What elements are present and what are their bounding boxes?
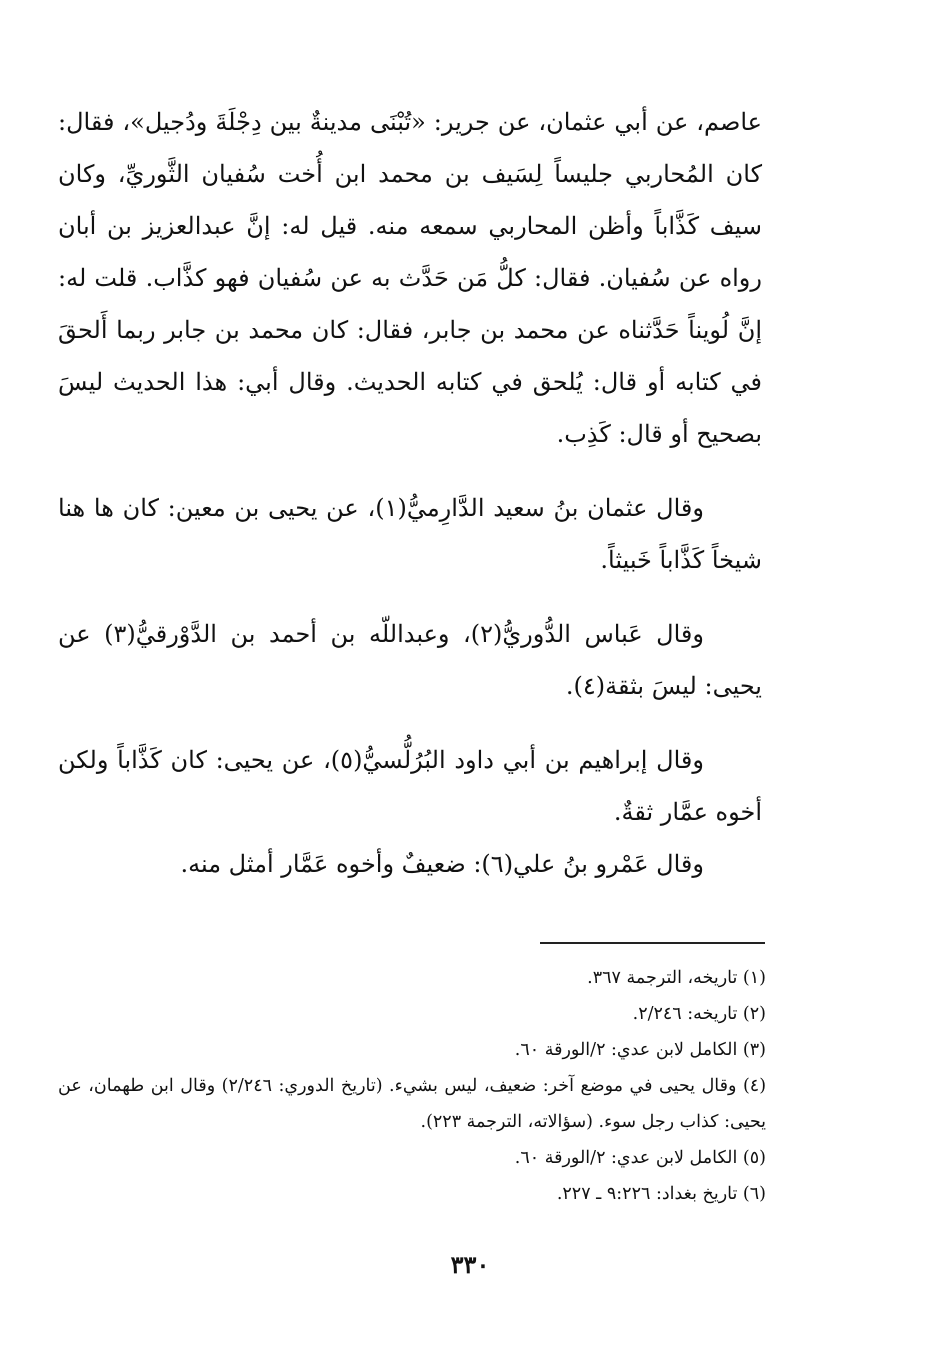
main-text [58,96,762,890]
paragraph-5: وقال عَمْرو بنُ علي(٦): ضعيفٌ وأخوه عَمَّار أمثل منه. [180,850,704,878]
footnote-5: (٥) الكامل لابن عدي: ٢/الورقة ٦٠. [514,1148,766,1168]
footnote-6: (٦) تاريخ بغداد: ٩:٢٢٦ ـ ٢٢٧. [556,1184,766,1204]
footnote-1: (١) تاريخه، الترجمة ٣٦٧. [587,968,766,988]
page-number: ٣٣٠ [450,1250,490,1279]
footnotes [58,960,766,1212]
paragraph-3: وقال عَباس الدُّوريُّ(٢)، وعبداللّه بن أحمد بن الدَّوْرقيُّ(٣) عن يحيى: ليسَ بثقة(٤). [58,620,762,700]
footnote-3: (٣) الكامل لابن عدي: ٢/الورقة ٦٠. [514,1040,766,1060]
footnote-separator [540,942,765,944]
paragraph-2: وقال عثمان بنُ سعيد الدَّارِميُّ(١)، عن يحيى بن معين: كان ها هنا شيخاً كَذَّاباً خَبيثاً. [58,494,762,574]
paragraph-4: وقال إبراهيم بن أبي داود البُرُلُّسيُّ(٥)، عن يحيى: كان كَذَّاباً ولكن أخوه عمَّار ثقةٌ. [58,746,762,826]
footnote-2: (٢) تاريخه: ٢/٢٤٦. [632,1004,766,1024]
paragraph-1: عاصم، عن أبي عثمان، عن جرير: «تُبْنَى مدينةٌ بين دِجْلَةَ ودُجيل»، فقال: كان المُحاربي جليساً لِسَيف بن محمد ابن أُخت سُفيان الثَّوريِّ، وكان سيف كَذَّاباً وأظن المحاربي سمعه منه. قيل له: إنَّ عبدالعزيز بن أبان رواه عن سُفيان. فقال: كلُّ مَن حَدَّث به عن سُفيان فهو كذَّاب. قلت له: إنَّ لُويناً حَدَّثناه عن محمد بن جابر، فقال: كان محمد بن جابر ربما أَلحقَ في كتابه أو قال: يُلحق في كتابه الحديث. وقال أبي: هذا الحديث ليسَ بصحيح أو قال: كَذِب. [58,108,762,448]
footnote-4: (٤) وقال يحيى في موضع آخر: ضعيف، ليس بشيء. (تاريخ الدوري: ٢/٢٤٦) وقال ابن طهمان، عن يحيى: كذاب رجل سوء. (سؤالاته، الترجمة ٢٢٣). [58,1076,767,1132]
